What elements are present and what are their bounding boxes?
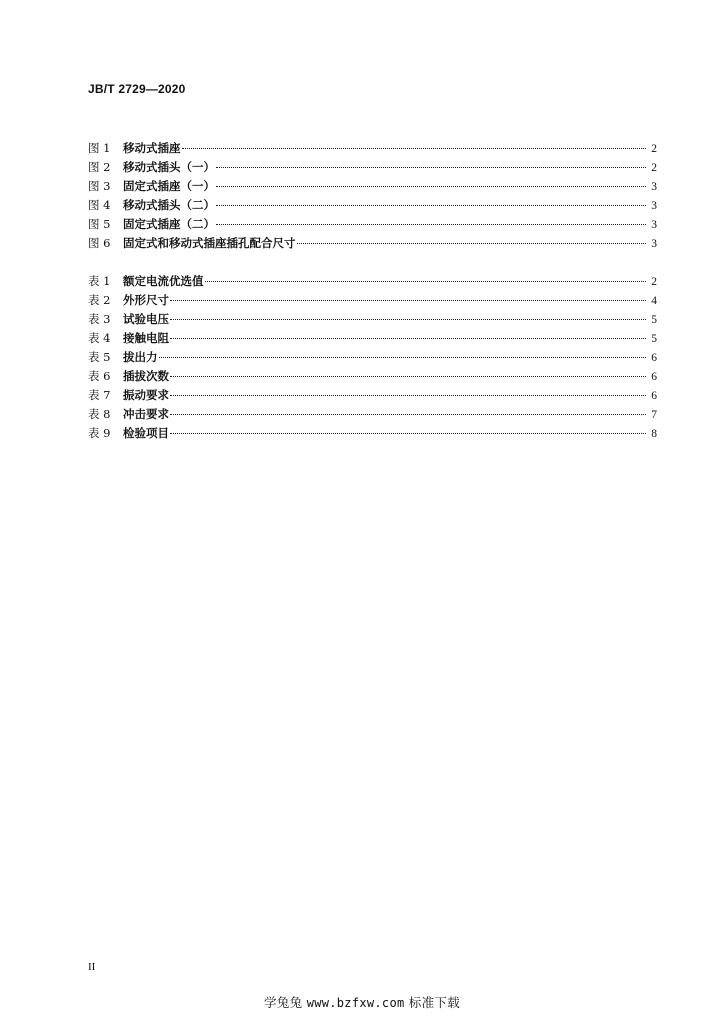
- dot-leader: [205, 280, 647, 282]
- toc-entry-title: 试验电压: [123, 312, 169, 326]
- toc-entry-title: 振动要求: [123, 388, 169, 402]
- toc-entry-figure-1[interactable]: [88, 139, 657, 158]
- toc-entry-figure-6[interactable]: [88, 234, 657, 253]
- toc-entry-label: 表 8: [88, 407, 111, 421]
- toc-entry-table-7[interactable]: [88, 386, 657, 405]
- dot-leader: [159, 356, 647, 358]
- dot-leader: [182, 147, 647, 149]
- toc-entry-label: 图 4: [88, 198, 111, 212]
- toc-entry-table-9[interactable]: [88, 424, 657, 443]
- toc-entry-table-1[interactable]: [88, 272, 657, 291]
- toc-entry-page: 8: [651, 428, 657, 440]
- toc-entry-title: 移动式插座: [123, 141, 181, 155]
- toc-entry-title: 固定式插座（一）: [123, 179, 215, 193]
- dot-leader: [170, 394, 646, 396]
- toc-entry-title: 检验项目: [123, 426, 169, 440]
- toc-entry-page: 4: [651, 295, 657, 307]
- toc-entry-figure-4[interactable]: [88, 196, 657, 215]
- toc-entry-title: 接触电阻: [123, 331, 169, 345]
- toc-entry-title: 固定式和移动式插座插孔配合尺寸: [123, 236, 296, 250]
- toc-entry-page: 6: [651, 352, 657, 364]
- toc-entry-table-4[interactable]: [88, 329, 657, 348]
- toc-entry-page: 5: [651, 314, 657, 326]
- toc-entry-title: 移动式插头（二）: [123, 198, 215, 212]
- dot-leader: [170, 413, 646, 415]
- toc-entry-page: 6: [651, 371, 657, 383]
- toc-entry-title: 拔出力: [123, 350, 158, 364]
- dot-leader: [216, 204, 646, 206]
- site-tagline: 标准下载: [408, 995, 460, 1010]
- toc-entry-table-5[interactable]: [88, 348, 657, 367]
- toc-entry-page: 3: [651, 200, 657, 212]
- toc-entry-title: 固定式插座（二）: [123, 217, 215, 231]
- site-footer: [0, 993, 724, 1011]
- toc-entry-page: 5: [651, 333, 657, 345]
- toc-entry-title: 插拔次数: [123, 369, 169, 383]
- dot-leader: [170, 432, 646, 434]
- toc-entry-label: 表 1: [88, 274, 111, 288]
- site-url[interactable]: www.bzfxw.com: [306, 996, 405, 1010]
- toc-entry-figure-3[interactable]: [88, 177, 657, 196]
- toc-entry-page: 3: [651, 238, 657, 250]
- table-list: [88, 272, 657, 443]
- toc-entry-title: 移动式插头（一）: [123, 160, 215, 174]
- toc-entry-page: 3: [651, 219, 657, 231]
- toc-entry-title: 外形尺寸: [123, 293, 169, 307]
- toc-entry-label: 图 3: [88, 179, 111, 193]
- toc-entry-label: 表 3: [88, 312, 111, 326]
- page-number: II: [88, 961, 96, 973]
- toc-entry-label: 表 2: [88, 293, 111, 307]
- toc-entry-page: 2: [651, 276, 657, 288]
- toc-entry-title: 额定电流优选值: [123, 274, 204, 288]
- toc-entry-page: 2: [651, 143, 657, 155]
- dot-leader: [216, 166, 646, 168]
- toc-entry-label: 表 5: [88, 350, 111, 364]
- toc-entry-label: 图 2: [88, 160, 111, 174]
- toc-entry-label: 图 6: [88, 236, 111, 250]
- toc-entry-table-3[interactable]: [88, 310, 657, 329]
- dot-leader: [170, 318, 646, 320]
- toc-entry-label: 表 6: [88, 369, 111, 383]
- toc-entry-label: 图 5: [88, 217, 111, 231]
- toc-entry-figure-2[interactable]: [88, 158, 657, 177]
- toc-entry-label: 表 9: [88, 426, 111, 440]
- dot-leader: [170, 337, 646, 339]
- toc-entry-table-2[interactable]: [88, 291, 657, 310]
- toc-entry-table-8[interactable]: [88, 405, 657, 424]
- toc-entry-label: 表 7: [88, 388, 111, 402]
- dot-leader: [297, 242, 647, 244]
- figure-list: [88, 139, 657, 253]
- toc-entry-figure-5[interactable]: [88, 215, 657, 234]
- toc-entry-title: 冲击要求: [123, 407, 169, 421]
- toc-entry-page: 3: [651, 181, 657, 193]
- document-number: JB/T 2729—2020: [88, 82, 186, 96]
- toc-entry-page: 6: [651, 390, 657, 402]
- dot-leader: [170, 299, 646, 301]
- dot-leader: [216, 185, 646, 187]
- toc-entry-page: 7: [651, 409, 657, 421]
- toc-entry-label: 表 4: [88, 331, 111, 345]
- site-name: 学兔兔: [264, 995, 303, 1010]
- toc-entry-page: 2: [651, 162, 657, 174]
- dot-leader: [170, 375, 646, 377]
- toc-entry-label: 图 1: [88, 141, 111, 155]
- toc-entry-table-6[interactable]: [88, 367, 657, 386]
- dot-leader: [216, 223, 646, 225]
